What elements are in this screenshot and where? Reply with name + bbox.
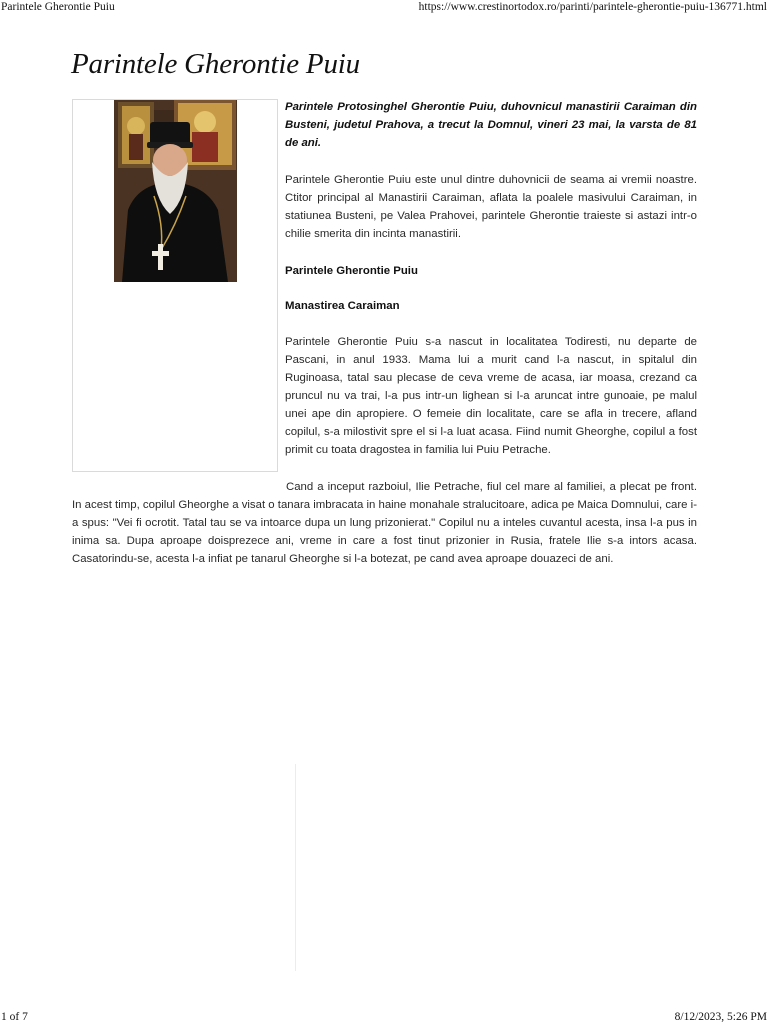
print-header-url: https://www.crestinortodox.ro/parinti/parintele-gherontie-puiu-136771.html (418, 1, 767, 13)
image-caption-monastery: Manastirea Caraiman (285, 300, 400, 312)
image-caption-priest: Parintele Gherontie Puiu (285, 265, 418, 277)
article-paragraph-birth: Parintele Gherontie Puiu s-a nascut in localitatea Todiresti, nu departe de Pascani, in anul 1933. Mama lui a murit cand l-a nascut, in spitalul din Ruginoasa, tatal sau plecase de ceva vreme de acasa, iar moasa, crezand ca pruncul nu va trai, l-a pus intr-un lighean si l-a aruncat intre gunoaie, pe malul unei ape din apropiere. O femeie din localitate, care se afla in trecere, afland copilul, s-a milostivit spre el si l-a luat acasa. Fiind numit Gheorghe, copilul a fost primit cu toata dragostea in familia lui Puiu Petrache. (285, 336, 697, 456)
article-paragraph: Parintele Gherontie Puiu este unul dintre duhovnicii de seama ai vremii noastre. Ctitor principal al Manastirii Caraiman, aflata la poalele masivului Caraiman, in statiunea Busteni, pe Valea Prahovei, parintele Gherontie traieste si astazi intr-o chilie smerita din incinta manastirii. (285, 174, 697, 240)
priest-photo (114, 100, 237, 282)
article-lead: Parintele Protosinghel Gherontie Puiu, duhovnicul manastirii Caraiman din Busteni, judetul Prahova, a trecut la Domnul, vineri 23 mai, la varsta de 81 de ani. (285, 101, 697, 149)
print-footer-datetime: 8/12/2023, 5:26 PM (674, 1011, 767, 1023)
article-paragraph-war: Cand a inceput razboiul, Ilie Petrache, fiul cel mare al familiei, a plecat pe front. In acest timp, copilul Gheorghe a visat o tanara imbracata in haine monahale stralucitoare, adica pe Maica Domnului, care i-a spus: "Vei fi ocrotit. Tatal tau se va intoarce dupa un lung prizonierat." Copilul nu a inteles cuvantul acesta, insa l-a pus in inima sa. Dupa aproape doisprezece ani, vreme in care a fost tinut prizonier in Rusia, fratele Ilie s-a intors acasa. Casatorindu-se, acesta l-a infiat pe tanarul Gheorghe si l-a botezat, pe cand avea aproape douazeci de ani. (72, 481, 697, 565)
print-footer-page: 1 of 7 (1, 1011, 28, 1023)
print-header-title: Parintele Gherontie Puiu (1, 1, 115, 13)
divider-line (295, 764, 296, 971)
page-title: Parintele Gherontie Puiu (71, 48, 360, 80)
